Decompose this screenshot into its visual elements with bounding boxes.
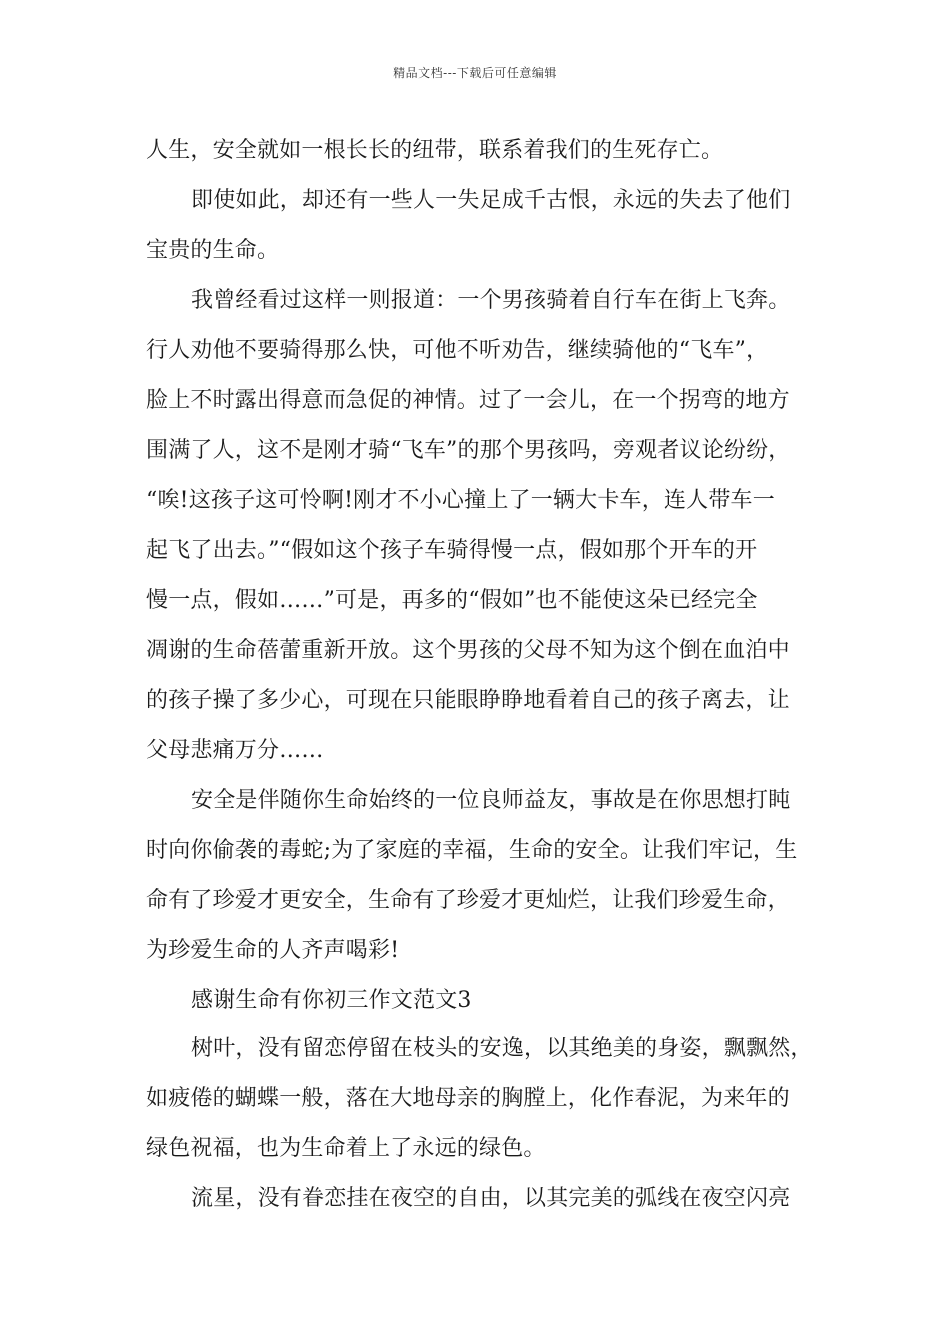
body-line: 树叶，没有留恋停留在枝头的安逸，以其绝美的身姿，飘飘然， [191,1036,813,1061]
section-heading: 感谢生命有你初三作文范文3 [191,988,472,1013]
body-line: 我曾经看过这样一则报道：一个男孩骑着自行车在街上飞奔。 [191,288,791,313]
body-line: 慢一点，假如……”可是，再多的“假如”也不能使这朵已经完全 [146,588,758,613]
body-line: 绿色祝福，也为生命着上了永远的绿色。 [146,1136,546,1161]
body-line: 流星，没有眷恋挂在夜空的自由，以其完美的弧线在夜空闪亮 [191,1186,791,1211]
body-line: 起飞了出去。”“假如这个孩子车骑得慢一点，假如那个开车的开 [146,538,758,563]
body-line: 凋谢的生命蓓蕾重新开放。这个男孩的父母不知为这个倒在血泊中 [146,638,790,663]
body-line: 如疲倦的蝴蝶一般，落在大地母亲的胸膛上，化作春泥，为来年的 [146,1086,790,1111]
body-line: 即使如此，却还有一些人一失足成千古恨，永远的失去了他们 [191,188,791,213]
body-line: 父母悲痛万分…… [146,738,324,763]
body-line: 脸上不时露出得意而急促的神情。过了一会儿，在一个拐弯的地方 [146,388,790,413]
body-line: 行人劝他不要骑得那么快，可他不听劝告，继续骑他的“飞车”， [146,338,769,363]
body-line: 为珍爱生命的人齐声喝彩! [146,938,400,963]
body-line: 的孩子操了多少心，可现在只能眼睁睁地看着自己的孩子离去，让 [146,688,790,713]
body-line: 人生，安全就如一根长长的纽带，联系着我们的生死存亡。 [146,138,724,163]
page-header: 精品文档---下载后可任意编辑 [393,66,557,80]
body-line: 围满了人，这不是刚才骑“飞车”的那个男孩吗，旁观者议论纷纷， [146,438,791,463]
body-line: 时向你偷袭的毒蛇;为了家庭的幸福，生命的安全。让我们牢记，生 [146,838,798,863]
body-line: 安全是伴随你生命始终的一位良师益友，事故是在你思想打盹 [191,788,791,813]
body-line: 宝贵的生命。 [146,238,280,263]
body-line: “唉!这孩子这可怜啊!刚才不小心撞上了一辆大卡车，连人带车一 [146,488,775,513]
body-line: 命有了珍爱才更安全，生命有了珍爱才更灿烂，让我们珍爱生命， [146,888,790,913]
